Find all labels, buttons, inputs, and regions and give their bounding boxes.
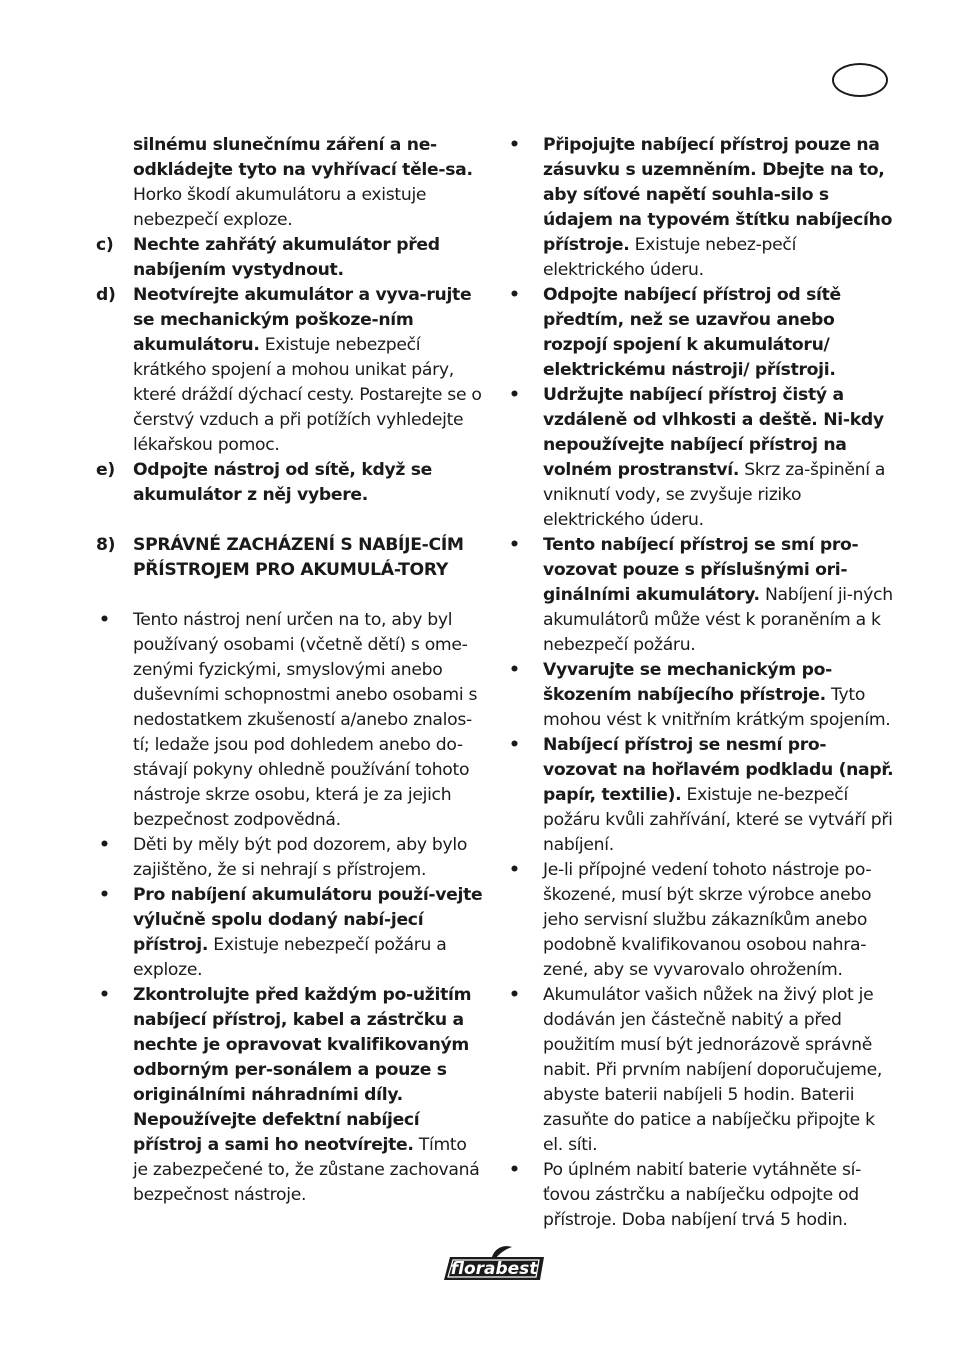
left-column <box>96 133 486 1208</box>
logo-text: florabest <box>450 1259 538 1279</box>
bullet-item <box>506 1158 898 1233</box>
bullet-item <box>506 858 898 983</box>
list-item-c <box>96 233 486 283</box>
item-text: Existuje nebez-pečí elektrického úderu. <box>543 235 797 280</box>
bullet-item <box>506 383 898 533</box>
item-text: Existuje ne-bezpečí požáru kvůli zahřívání, které se vytváří při nabíjení. <box>543 785 893 855</box>
item-text: Nabíjení ji-ných akumulátorů může vést k poraněním a k nebezpečí požáru. <box>543 585 893 655</box>
item-text: Je-li přípojné vedení tohoto nástroje po-škozené, musí být skrze výrobce anebo jeho servisní službu zákazníkům anebo podobně kvalifikovanou osobou nahra-zené, aby se vyvarovalo ohrožením. <box>543 860 872 980</box>
bullet-icon: • <box>99 885 110 905</box>
bullet-icon: • <box>99 835 110 855</box>
bullet-icon: • <box>509 535 520 555</box>
bullet-item <box>506 533 898 658</box>
item-marker: d) <box>96 285 116 305</box>
bullet-item <box>96 608 486 833</box>
item-text: Tento nástroj není určen na to, aby byl používaný osobami (včetně dětí) s ome-zenými fyzickými, smyslovými anebo duševními schopnostmi anebo osobami s nedostatkem zkušeností a/anebo znalos-tí; ledaže jsou pod dohledem anebo do-stávají pokyny ohledně používání tohoto nástroje skrze osobu, která je za jejich bezpečnost zodpovědná. <box>133 610 478 830</box>
right-column <box>506 133 898 1233</box>
item-bold-text: Odpojte nástroj od sítě, když se akumulátor z něj vybere. <box>133 460 433 505</box>
item-bold-text: silnému slunečnímu záření a ne-odkládejte tyto na vyhřívací těle-sa. <box>133 135 473 180</box>
item-marker: e) <box>96 460 115 480</box>
item-bold-text: Vyvarujte se mechanickým po-škozením nabíjecího přístroje. <box>543 660 832 705</box>
item-text: Tímto je zabezpečené to, že zůstane zachovaná bezpečnost nástroje. <box>133 1135 480 1205</box>
item-bold-text: Tento nabíjecí přístroj se smí pro-vozovat pouze s příslušnými ori-ginálními akumulátory. <box>543 535 859 605</box>
item-text: Existuje nebezpečí požáru a exploze. <box>133 935 447 980</box>
bullet-icon: • <box>509 1160 520 1180</box>
item-text: Akumulátor vašich nůžek na živý plot je dodáván jen částečně nabitý a před použitím musí být jednorázově správně nabit. Při prvním nabíjení doporučujeme, abyste baterii nabíjeli 5 hodin. Baterii zasuňte do patice a nabíječku připojte k el. síti. <box>543 985 883 1155</box>
bullet-icon: • <box>99 610 110 630</box>
bullet-icon: • <box>509 285 520 305</box>
florabest-logo <box>440 1244 552 1286</box>
bullet-icon: • <box>509 385 520 405</box>
bullet-icon: • <box>509 660 520 680</box>
item-text: Po úplném nabití baterie vytáhněte sí-ťovou zástrčku a nabíječku odpojte od přístroje. Doba nabíjení trvá 5 hodin. <box>543 1160 861 1230</box>
item-bold-text: Zkontrolujte před každým po-užitím nabíjecí přístroj, kabel a zástrčku a nechte je opravovat kvalifikovaným odborným per-sonálem a pouze s originálními náhradními díly. Nepoužívejte defektní nabíjecí přístroj a sami ho neotvírejte. <box>133 985 472 1155</box>
item-bold-text: Neotvírejte akumulátor a vyva-rujte se mechanickým poškoze-ním akumulátoru. <box>133 285 472 355</box>
bullet-item <box>506 283 898 383</box>
list-item-e <box>96 458 486 508</box>
item-bold-text: Udržujte nabíjecí přístroj čistý a vzdáleně od vlhkosti a deště. Ni-kdy nepoužívejte nabíjecí přístroj na volném prostranství. <box>543 385 884 480</box>
florabest-logo-icon <box>440 1244 552 1286</box>
language-badge-icon <box>832 63 888 97</box>
item-bold-text: Nabíjecí přístroj se nesmí pro-vozovat na hořlavém podkladu (např. papír, textilie). <box>543 735 894 805</box>
item-bold-text: Připojujte nabíjecí přístroj pouze na zásuvku s uzemněním. Dbejte na to, aby síťové napětí souhla-silo s údajem na typovém štítku nabíjecího přístroje. <box>543 135 893 255</box>
list-item-d <box>96 283 486 458</box>
item-text: Skrz za-špinění a vniknutí vody, se zvyšuje riziko elektrického úderu. <box>543 460 886 530</box>
bullet-item <box>506 983 898 1158</box>
item-bold-text: Nechte zahřátý akumulátor před nabíjením vystydnout. <box>133 235 440 280</box>
bullet-item <box>506 133 898 283</box>
bullet-item <box>96 983 486 1208</box>
bullet-item <box>96 833 486 883</box>
bullet-item <box>96 883 486 983</box>
list-item-continued <box>96 133 486 233</box>
item-text: Horko škodí akumulátoru a existuje nebezpečí exploze. <box>133 185 427 230</box>
bullet-item <box>506 733 898 858</box>
item-text: Existuje nebezpečí krátkého spojení a mohou unikat páry, které dráždí dýchací cesty. Postarejte se o čerstvý vzduch a při potížích vyhledejte lékařskou pomoc. <box>133 335 482 455</box>
item-text: Děti by měly být pod dozorem, aby bylo zajištěno, že si nehrají s přístrojem. <box>133 835 468 880</box>
bullet-icon: • <box>99 985 110 1005</box>
bullet-icon: • <box>509 735 520 755</box>
bullet-item <box>506 658 898 733</box>
bullet-icon: • <box>509 860 520 880</box>
bullet-icon: • <box>509 135 520 155</box>
item-text: Tyto mohou vést k vnitřním krátkým spojením. <box>543 685 891 730</box>
section-number: 8) <box>96 535 116 555</box>
item-bold-text: Odpojte nabíjecí přístroj od sítě předtím, než se uzavřou anebo rozpojí spojení k akumulátoru/ elektrickému nástroji/ přístroji. <box>543 285 841 380</box>
section-title: SPRÁVNÉ ZACHÁZENÍ S NABÍJE-CÍM PŘÍSTROJEM PRO AKUMULÁ-TORY <box>133 535 464 580</box>
item-bold-text: Pro nabíjení akumulátoru použí-vejte výlučně spolu dodaný nabí-jecí přístroj. <box>133 885 483 955</box>
item-marker: c) <box>96 235 114 255</box>
section-8-heading <box>96 533 486 583</box>
bullet-icon: • <box>509 985 520 1005</box>
